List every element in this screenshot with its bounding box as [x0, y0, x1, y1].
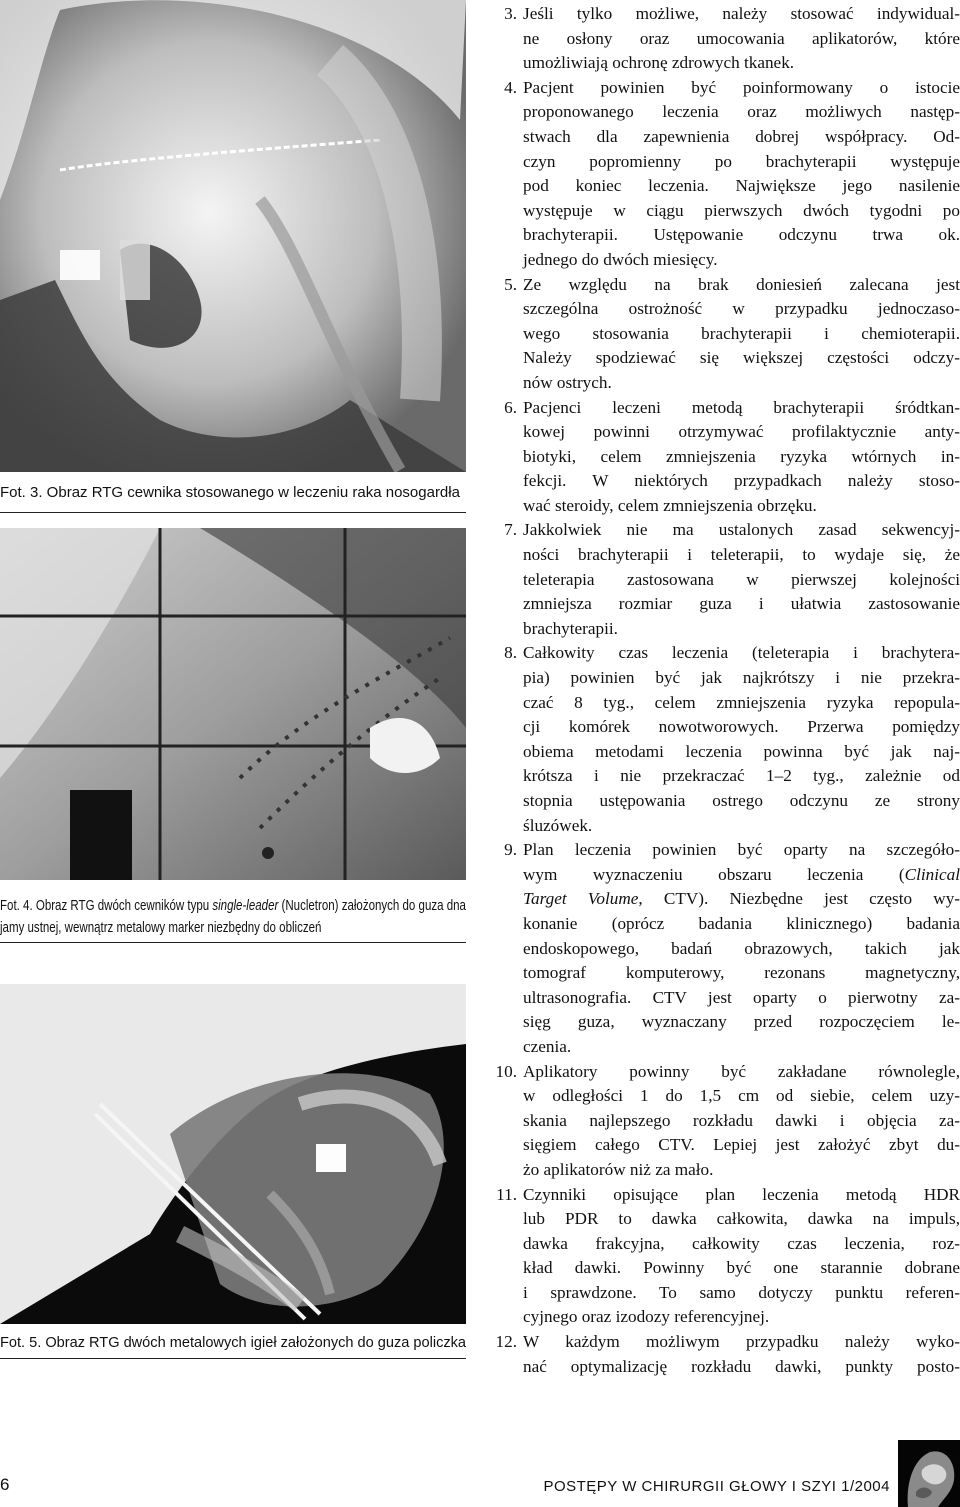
text-line: szczególna ostrożność w przypadku jednoczaso-: [523, 299, 960, 319]
text-line: Pacjent powinien być poinformowany o istocie: [523, 77, 960, 97]
text-line: Aplikatory powinny być zakładane równolegle,: [523, 1061, 960, 1081]
text-line: stwach dla zapewnienia dobrej współpracy. Od-: [523, 126, 960, 146]
text-line: czyn popromienny po brachyterapii występuje: [523, 151, 960, 171]
text-line: czenia.: [523, 1036, 572, 1056]
text-line: wego stosowania brachyterapii i chemioterapii.: [523, 323, 960, 343]
text-line: pod koniec leczenia. Największe jego nasilenie: [523, 176, 960, 196]
text-line: tomograf komputerowy, rezonans magnetyczny,: [523, 963, 960, 983]
text-line: obiema metodami leczenia powinna być jak naj-: [523, 741, 960, 761]
text-line: ultrasonografia. CTV jest oparty o pierwotny za-: [523, 987, 960, 1007]
list-item-number: 10.: [495, 1061, 517, 1081]
list-item-number: 11.: [496, 1184, 517, 1204]
recommendations-list: [490, 2, 960, 1379]
text-line: i sprawdzone. To samo dotyczy punktu referen-: [523, 1282, 960, 1302]
text-line: Jakkolwiek nie ma ustalonych zasad sekwencyj-: [523, 520, 960, 540]
list-item: [490, 1060, 960, 1183]
list-item-number: 8.: [504, 643, 517, 663]
figure-3-caption-text: Fot. 3. Obraz RTG cewnika stosowanego w leczeniu raka nosogardła: [0, 484, 460, 501]
text-line: Target Volume, CTV). Niezbędne jest często wy-: [523, 889, 960, 909]
text-line: umożliwiają ochronę zdrowych tkanek.: [523, 53, 795, 73]
xray-figure-4: [0, 528, 466, 880]
text-line: w odległości 1 do 1,5 cm od siebie, celem uzy-: [523, 1086, 960, 1106]
list-item-number: 3.: [504, 4, 517, 23]
text-line: sięg guza, wyznaczany przed rozpoczęciem le-: [523, 1012, 960, 1032]
list-item: [490, 76, 960, 273]
text-line: żo aplikatorów niż za mało.: [523, 1159, 714, 1179]
text-line: występuje w ciągu pierwszych dwóch tygodni po: [523, 200, 960, 220]
text-line: Plan leczenia powinien być oparty na szczegóło-: [523, 840, 960, 860]
xray-figure-5: [0, 984, 466, 1324]
text-line: wym wyznaczeniu obszaru leczenia (Clinical: [523, 864, 960, 884]
text-line: cyjnego oraz izodozy referencyjnej.: [523, 1307, 770, 1327]
list-item-number: 4.: [504, 77, 517, 97]
figure-5-caption-text: Fot. 5. Obraz RTG dwóch metalowych igieł założonych do guza policzka: [0, 1334, 467, 1351]
text-line: teleterapia zastosowana w pierwszej kolejności: [523, 569, 960, 589]
text-line: nać optymalizację rozkładu dawki, punkty posto-: [523, 1356, 960, 1376]
text-line: lub PDR to dawka całkowita, dawka na impuls,: [523, 1209, 960, 1229]
text-line: Czynniki opisujące plan leczenia metodą HDR: [523, 1184, 960, 1204]
figure-5-caption: [0, 1332, 466, 1354]
list-item-number: 6.: [504, 397, 517, 417]
journal-title: POSTĘPY W CHIRURGII GŁOWY I SZYI 1/2004: [543, 1478, 890, 1495]
list-item-text: [523, 641, 960, 838]
text-line: pia) powinien być jak najkrótszy i nie przekra-: [523, 668, 960, 688]
text-line: ne osłony oraz umocowania aplikatorów, które: [523, 28, 960, 48]
caption-rule: [0, 942, 466, 943]
text-line: cji komórek nowotworowych. Przerwa pomiędzy: [523, 717, 960, 737]
figure-4-caption: [0, 895, 466, 939]
text-line: nów ostrych.: [523, 372, 612, 392]
list-item: [490, 396, 960, 519]
text-line: W każdym możliwym przypadku należy wyko-: [523, 1332, 960, 1352]
text-line: brachyterapii. Ustępowanie odczynu trwa ok.: [523, 225, 960, 245]
text-line: Należy spodziewać się większej częstości odczy-: [523, 348, 960, 368]
xray-figure-3: [0, 0, 466, 472]
italic-term: Clinical: [904, 864, 960, 884]
text-line: sięgiem całego CTV. Lepiej jest założyć zbyt du-: [523, 1135, 960, 1155]
text-line: śluzówek.: [523, 815, 593, 835]
list-item: [490, 641, 960, 838]
list-item-number: 9.: [504, 840, 517, 860]
list-item-text: [523, 396, 960, 519]
list-item: [490, 273, 960, 396]
text-line: kład dawki. Powinny być one starannie dobrane: [523, 1258, 960, 1278]
text-line: Całkowity czas leczenia (teleterapia i brachytera-: [523, 643, 960, 663]
figure-3-caption: [0, 482, 466, 504]
list-item: [490, 1183, 960, 1331]
list-item-text: [523, 518, 960, 641]
text-line: Ze względu na brak doniesień zalecana jest: [523, 274, 960, 294]
list-item-text: [523, 2, 960, 76]
text-line: kowej powinni otrzymywać profilaktycznie anty-: [523, 422, 960, 442]
list-item: [490, 2, 960, 76]
text-line: jednego do dwóch miesięcy.: [523, 249, 718, 269]
page-number: 6: [0, 1475, 10, 1494]
text-line: ności brachyterapii i teleterapii, to wydaje się, że: [523, 545, 960, 565]
figure-4-caption-line-2: jamy ustnej, wewnątrz metalowy marker niezbędny do obliczeń: [0, 919, 322, 936]
list-item-text: [523, 273, 960, 396]
text-line: Pacjenci leczeni metodą brachyterapii śródtkan-: [523, 397, 960, 417]
text-line: Jeśli tylko możliwe, należy stosować indywidual-: [523, 4, 960, 23]
text-line: stopnia ustępowania ostrego odczynu ze strony: [523, 791, 960, 810]
figure-4-caption-line-1: Fot. 4. Obraz RTG dwóch cewników typu single-leader (Nucletron) założonych do guza dna: [0, 897, 466, 914]
text-line: fekcji. W niektórych przypadkach należy stoso-: [523, 471, 960, 491]
list-item: [490, 1330, 960, 1379]
list-item-number: 12.: [495, 1332, 517, 1352]
list-item: [490, 518, 960, 641]
text-line: czać 8 tyg., celem zmniejszenia ryzyka repopula-: [523, 692, 960, 712]
text-line: dawka frakcyjna, całkowity czas leczenia, roz-: [523, 1233, 960, 1253]
list-item-number: 5.: [504, 274, 517, 294]
text-line: brachyterapii.: [523, 618, 618, 638]
figure-4-caption-italic: single-leader: [212, 897, 279, 914]
list-item-text: [523, 76, 960, 273]
text-line: krótsza i nie przekraczać 1–2 tyg., zależnie od: [523, 766, 960, 786]
list-item-text: [523, 1060, 960, 1183]
list-item: [490, 838, 960, 1059]
text-line: proponowanego leczenia oraz możliwych następ-: [523, 102, 960, 122]
list-item-text: [523, 838, 960, 1059]
italic-term: Target Volume: [523, 889, 639, 909]
text-line: wać steroidy, celem zmniejszenia obrzęku.: [523, 495, 817, 515]
text-line: zmniejsza rozmiar guza i ułatwia zastosowanie: [523, 594, 960, 614]
text-line: skania najlepszego rozkładu dawki i objęcia za-: [523, 1110, 960, 1130]
caption-rule: [0, 512, 466, 513]
list-item-text: [523, 1183, 960, 1331]
text-line: endoskopowego, badań obrazowych, takich jak: [523, 938, 960, 958]
text-line: konanie (oprócz badania klinicznego) badania: [523, 913, 960, 933]
caption-rule: [0, 1358, 466, 1359]
list-item-number: 7.: [504, 520, 517, 540]
journal-logo: [898, 1440, 960, 1507]
text-line: biotyki, celem zmniejszenia ryzyka wtórnych in-: [523, 446, 960, 466]
list-item-text: [523, 1330, 960, 1379]
